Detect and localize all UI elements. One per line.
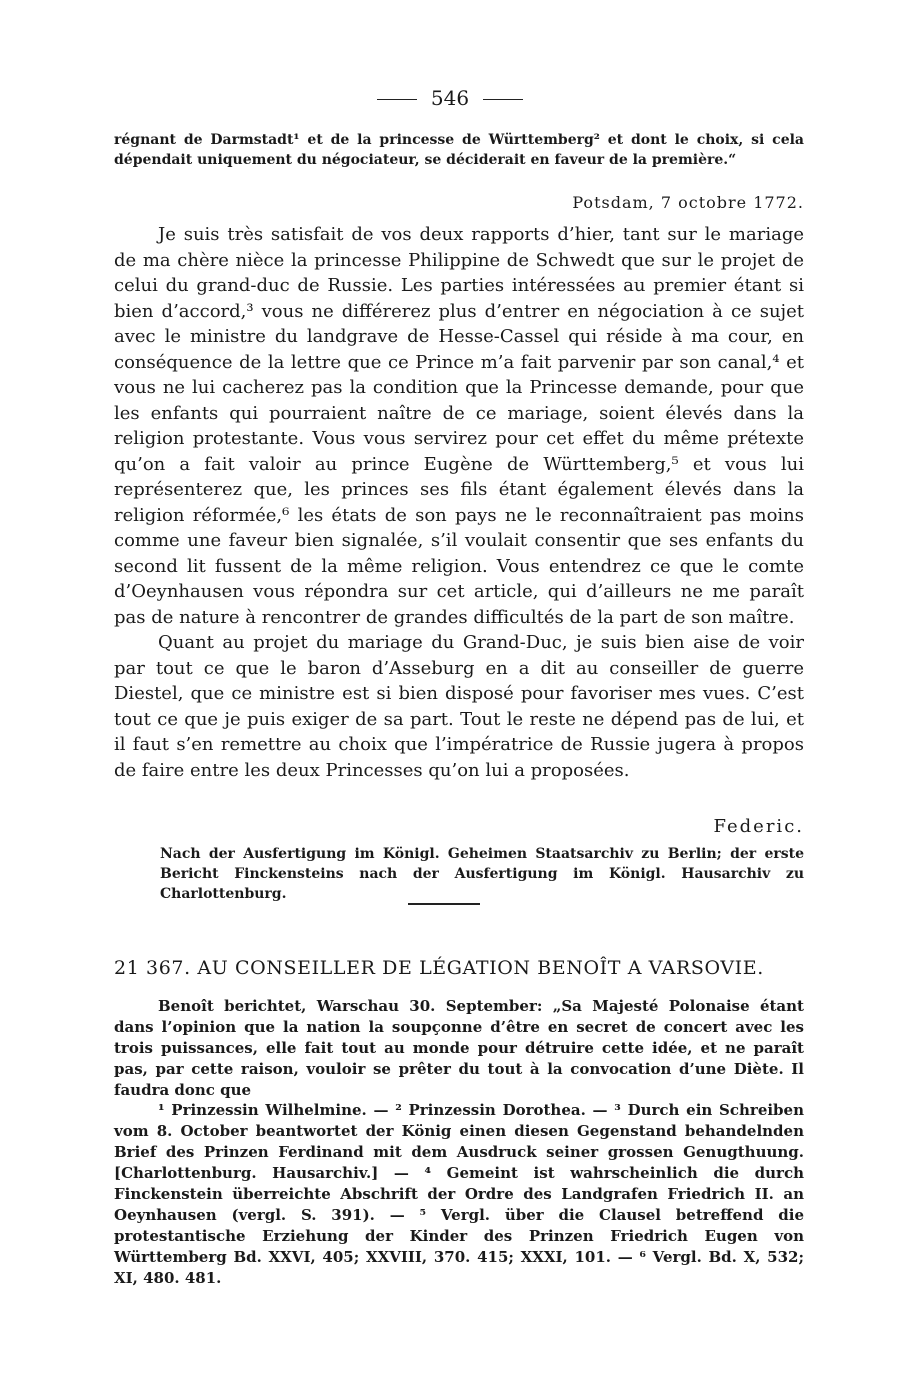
source-note: [114, 844, 804, 904]
footnotes-text: ¹ Prinzessin Wilhelmine. — ² Prinzessin Dorothea. — ³ Durch ein Schreiben vom 8. October beantwortet der König einen diesen Gegenstand behandelnden Brief des Prinzen Ferdinand mit dem Ausdruck seiner grossen Genugthuung. [Charlottenburg. Hausarchiv.] — ⁴ Gemeint ist wahrscheinlich die durch Finckenstein überreichte Abschrift der Ordre des Landgrafen Friedrich II. an Oeynhausen (vergl. S. 391). — ⁵ Vergl. über die Clausel betreffend die protestantische Erziehung der Kinder des Prinzen Friedrich Eugen von Württemberg Bd. XXVI, 405; XXVIII, 370. 415; XXXI, 101. — ⁶ Vergl. Bd. X, 532; XI, 480. 481.: [114, 1101, 804, 1287]
section-title: AU CONSEILLER DE LÉGATION BENOÎT A VARSOVIE.: [197, 957, 764, 979]
section-paragraph: Benoît berichtet, Warschau 30. September: „Sa Majesté Polonaise étant dans l’opinion que la nation la soupçonne d’être en secret de concert avec les trois puissances, elle fait tout au monde pour détruire cette idée, et ne paraît pas, par cette raison, vouloir se prêter du tout à la convocation d’une Diète. Il faudra donc que: [114, 997, 804, 1099]
header-dash-left: [377, 99, 417, 100]
page-header: [0, 86, 900, 110]
header-dash-right: [483, 99, 523, 100]
section-body: [114, 996, 804, 1101]
source-note-text: Nach der Ausfertigung im Königl. Geheimen Staatsarchiv zu Berlin; der erste Bericht Finckensteins nach der Ausfertigung im Königl. Hausarchiv zu Charlottenburg.: [160, 846, 804, 902]
page-number: 546: [430, 86, 470, 110]
section-heading: [114, 957, 814, 979]
intro-paragraph: régnant de Darmstadt¹ et de la princesse de Württemberg² et dont le choix, si cela dépendait uniquement du négociateur, se déciderait en faveur de la première.“: [114, 132, 804, 168]
signature: Federic.: [713, 816, 804, 837]
section-divider: [408, 903, 480, 905]
footnotes: [114, 1100, 804, 1289]
letter-date: Potsdam, 7 octobre 1772.: [572, 193, 804, 212]
intro-text: [114, 130, 804, 170]
letter-body: [114, 222, 804, 783]
letter-paragraph-2: Quant au projet du mariage du Grand-Duc, je suis bien aise de voir par tout ce que le baron d’Asseburg en a dit au conseiller de guerre Diestel, que ce ministre est si bien disposé pour favoriser mes vues. C’est tout ce que je puis exiger de sa part. Tout le reste ne dépend pas de lui, et il faut s’en remettre au choix que l’impératrice de Russie jugera à propos de faire entre les deux Princesses qu’on lui a proposées.: [114, 632, 804, 781]
section-number: 21 367.: [114, 957, 191, 979]
letter-paragraph-1: Je suis très satisfait de vos deux rapports d’hier, tant sur le mariage de ma chère nièce la princesse Philippine de Schwedt que sur le projet de celui du grand-duc de Russie. Les parties intéressées au premier étant si bien d’accord,³ vous ne différerez plus d’entrer en négociation à ce sujet avec le ministre du landgrave de Hesse-Cassel qui réside à ma cour, en conséquence de la lettre que ce Prince m’a fait parvenir par son canal,⁴ et vous ne lui cacherez pas la condition que la Princesse demande, pour que les enfants qui pourraient naître de ce mariage, soient élevés dans la religion protestante. Vous vous servirez pour cet effet du même prétexte qu’on a fait valoir au prince Eugène de Württemberg,⁵ et vous lui représenterez que, les princes ses fils étant également élevés dans la religion réformée,⁶ les états de son pays ne le reconnaîtraient pas moins comme une faveur bien signalée, s’il voulait consentir que ses enfants du second lit fussent de la même religion. Vous entendrez ce que le comte d’Oeynhausen vous répondra sur cet article, qui d’ailleurs ne me paraît pas de nature à rencontrer de grandes difficultés de la part de son maître.: [114, 224, 804, 628]
